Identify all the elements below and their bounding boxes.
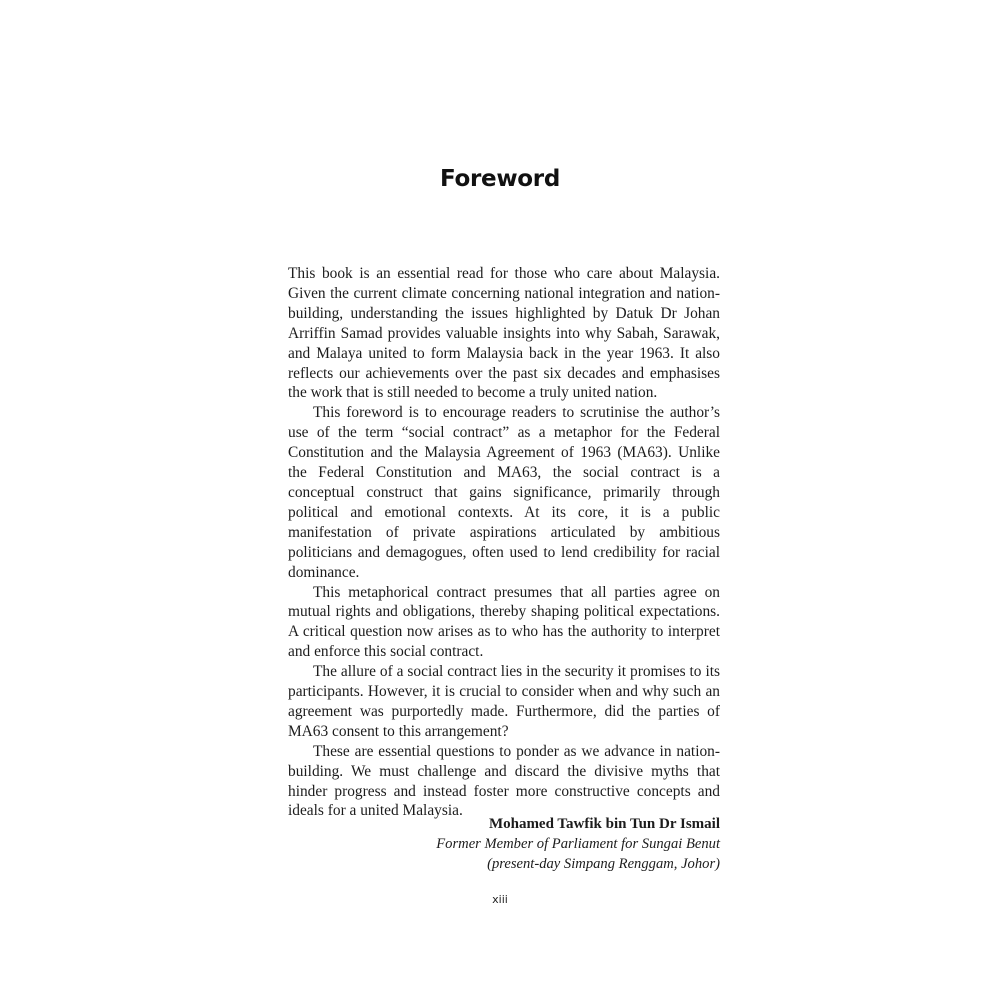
signature-block (400, 814, 720, 874)
paragraph-1: This book is an essential read for those who care about Malaysia. Given the current climate concerning national integration and nation-building, understanding the issues highlighted by Datuk Dr Johan Arriffin Samad provides valuable insights into why Sabah, Sarawak, and Malaya united to form Malaysia back in the year 1963. It also reflects our achievements over the past six decades and emphasises the work that is still needed to become a truly united nation. (288, 265, 720, 402)
signatory-name: Mohamed Tawfik bin Tun Dr Ismail (488, 816, 720, 832)
page-number: xiii (492, 893, 508, 906)
paragraph-2: This foreword is to encourage readers to scrutinise the author’s use of the term “social contract” as a metaphor for the Federal Constitution and the Malaysia Agreement of 1963 (MA63). Unlike the Federal Constitution and MA63, the social contract is a conceptual construct that gains significance, primarily through political and emotional contexts. At its core, it is a public manifestation of private aspirations articulated by ambitious politicians and demagogues, often used to lend credibility for racial dominance. (288, 404, 720, 581)
paragraph-4: The allure of a social contract lies in the security it promises to its participants. However, it is crucial to consider when and why such an agreement was purportedly made. Furthermore, did the parties of MA63 consent to this arrangement? (288, 663, 720, 740)
foreword-body (288, 264, 720, 821)
signatory-role-line-2: (present-day Simpang Renggam, Johor) (487, 856, 720, 872)
page-title: Foreword (440, 166, 560, 192)
signatory-role-line-1: Former Member of Parliament for Sungai Benut (436, 836, 720, 852)
paragraph-5: These are essential questions to ponder as we advance in nation-building. We must challenge and discard the divisive myths that hinder progress and instead foster more constructive concepts and ideals for a united Malaysia. (288, 742, 720, 820)
paragraph-3: This metaphorical contract presumes that all parties agree on mutual rights and obligations, thereby shaping political expectations. A critical question now arises as to who has the authority to interpret and enforce this social contract. (288, 583, 720, 661)
